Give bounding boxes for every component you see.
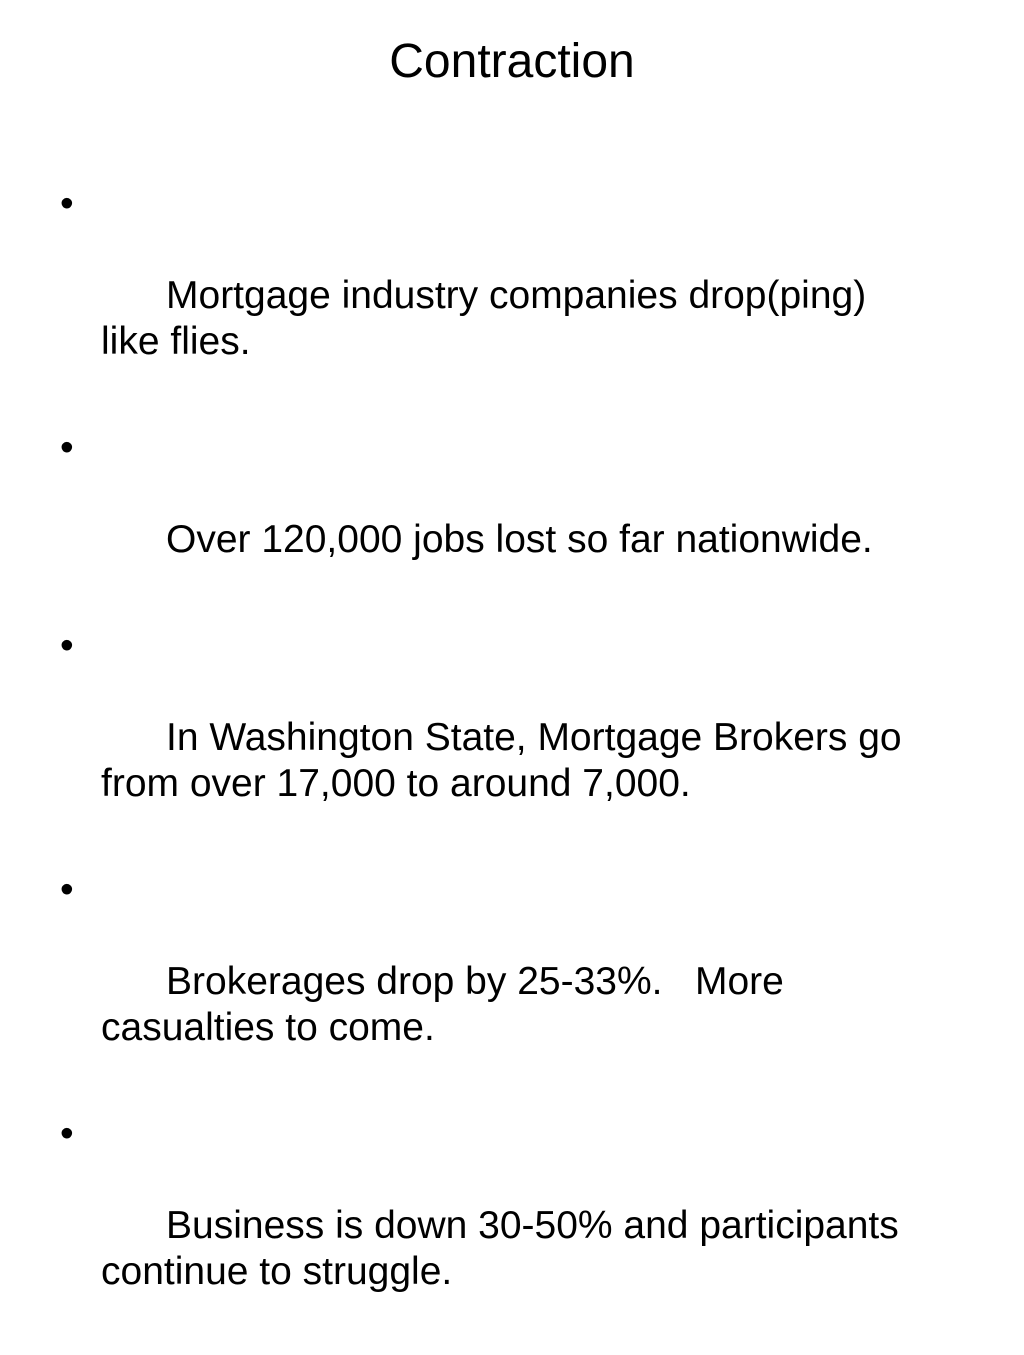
bullet-text: Mortgage industry companies drop(ping) like flies.	[101, 274, 867, 363]
bullet-text: Over 120,000 jobs lost so far nationwide.	[166, 518, 873, 561]
bullet-item	[56, 425, 976, 609]
bullet-icon: •	[60, 182, 74, 225]
bullet-text: Brokerages drop by 25-33%. More casualties to come.	[101, 960, 784, 1049]
bullet-icon: •	[60, 426, 74, 469]
bullet-list	[56, 181, 976, 1355]
bullet-text: Business is down 30-50% and participants continue to struggle.	[101, 1204, 899, 1293]
bullet-item	[56, 181, 976, 411]
slide-title: Contraction	[389, 35, 635, 88]
bullet-item	[56, 623, 976, 853]
bullet-icon: •	[60, 868, 74, 911]
bullet-item	[56, 867, 976, 1097]
bullet-text: In Washington State, Mortgage Brokers go from over 17,000 to around 7,000.	[101, 716, 902, 805]
bullet-item	[56, 1111, 976, 1341]
bullet-icon: •	[60, 1112, 74, 1155]
bullet-icon: •	[60, 624, 74, 667]
